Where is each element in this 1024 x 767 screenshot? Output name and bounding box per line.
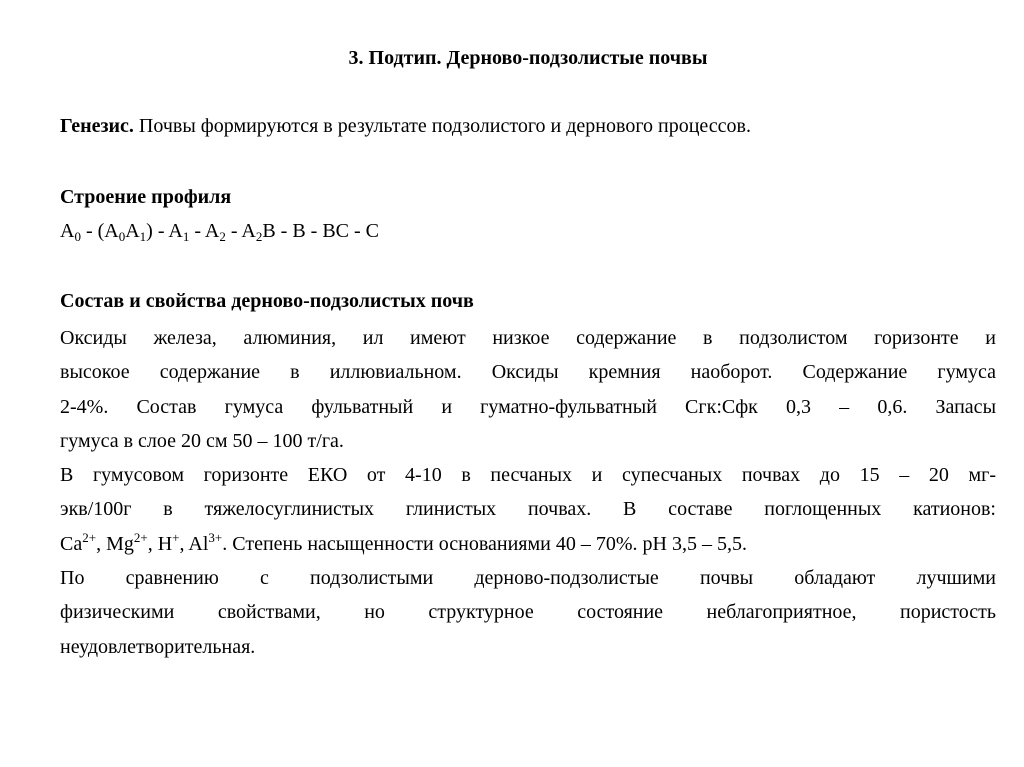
formula-a0: A xyxy=(60,220,75,242)
cation-al-charge: 3+ xyxy=(208,529,223,545)
cation-ca-charge: 2+ xyxy=(82,529,97,545)
cation-h-charge: + xyxy=(172,529,180,545)
formula-sep3: - A xyxy=(189,220,220,242)
cation-al: , Al xyxy=(179,532,209,555)
text-line: экв/100г в тяжелосуглинистых глинистых почвах. В составе поглощенных катионов: xyxy=(60,498,996,521)
structure-heading: Строение профиля xyxy=(60,186,232,208)
formula-a2-sub: 2 xyxy=(219,229,226,244)
formula-a0b-sub: 0 xyxy=(118,229,126,244)
cation-h: , H xyxy=(147,532,173,555)
profile-formula xyxy=(60,218,379,244)
cation-mg: , Mg xyxy=(96,532,134,555)
page-title: 3. Подтип. Дерново-подзолистые почвы xyxy=(348,47,708,69)
formula-a0-sub: 0 xyxy=(74,229,81,244)
formula-sep4: - A xyxy=(225,220,256,242)
formula-a1-sub: 1 xyxy=(139,229,147,244)
cations-rest: . Степень насыщенности основаниями 40 – 70%. рН 3,5 – 5,5. xyxy=(222,532,747,555)
text-line: высокое содержание в иллювиальном. Оксиды кремния наоборот. Содержание гумуса xyxy=(60,361,996,384)
composition-body xyxy=(60,321,996,664)
genesis-label: Генезис. xyxy=(60,115,134,137)
formula-a2b-sub: 2 xyxy=(255,229,263,244)
cation-mg-charge: 2+ xyxy=(133,529,148,545)
formula-sep2: ) - A xyxy=(146,220,183,242)
formula-a1: A xyxy=(125,220,140,242)
formula-rest: B - B - BC - C xyxy=(262,220,380,242)
text-line: неудовлетворительная. xyxy=(60,635,256,658)
cation-ca: Са xyxy=(60,532,83,555)
formula-a1b-sub: 1 xyxy=(182,229,190,244)
genesis-text: Почвы формируются в результате подзолистого и дернового процессов. xyxy=(133,115,752,137)
composition-heading: Состав и свойства дерново-подзолистых почв xyxy=(60,290,474,312)
text-line: По сравнению с подзолистыми дерново-подзолистые почвы обладают лучшими xyxy=(60,567,996,590)
formula-sep1: - (A xyxy=(80,220,119,242)
text-line: Оксиды железа, алюминия, ил имеют низкое содержание в подзолистом горизонте и xyxy=(60,327,996,349)
genesis-paragraph xyxy=(60,114,751,138)
text-line: физическими свойствами, но структурное состояние неблагоприятное, пористость xyxy=(60,601,996,624)
text-line: гумуса в слое 20 см 50 – 100 т/га. xyxy=(60,429,344,452)
text-line: 2-4%. Состав гумуса фульватный и гуматно-фульватный Сгк:Сфк 0,3 – 0,6. Запасы xyxy=(60,395,996,418)
text-line: В гумусовом горизонте ЕКО от 4-10 в песчаных и супесчаных почвах до 15 – 20 мг- xyxy=(60,464,996,487)
cations-line xyxy=(60,527,996,561)
